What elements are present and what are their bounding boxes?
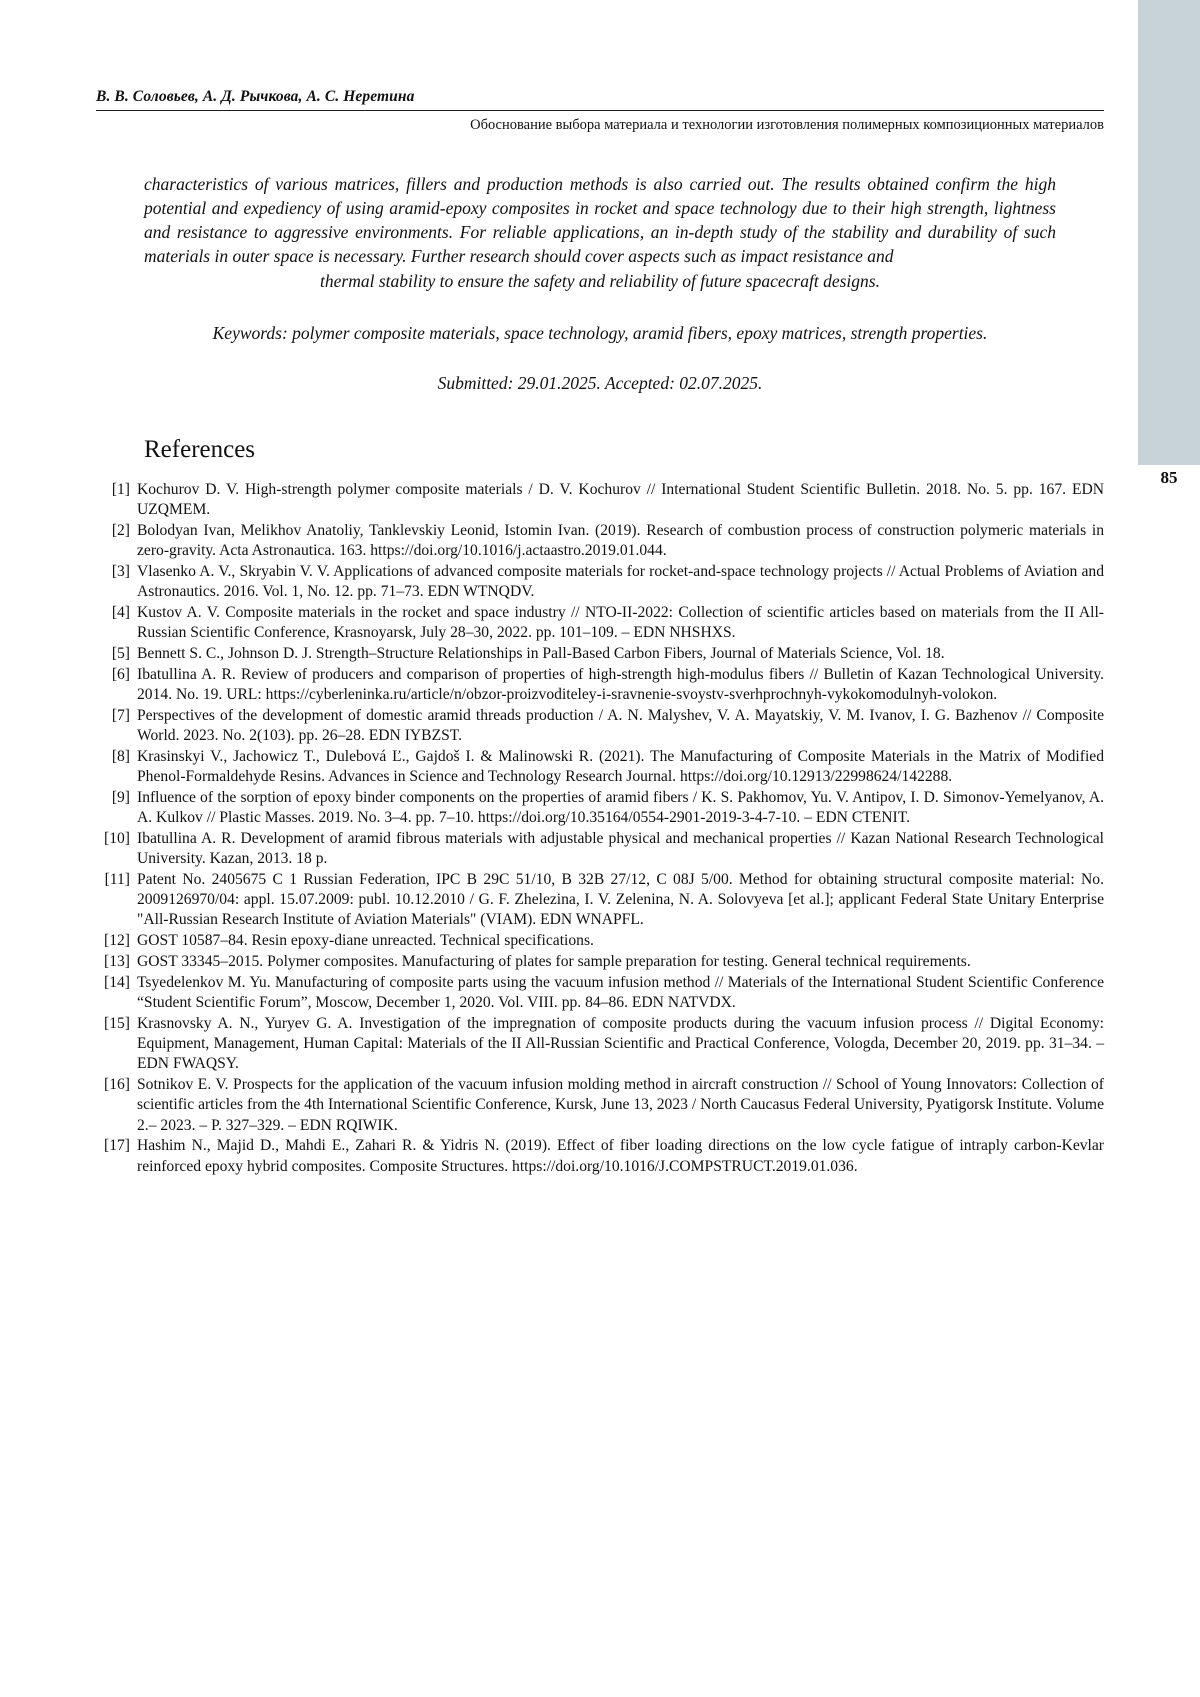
reference-item [96, 788, 1104, 829]
reference-text: Perspectives of the development of domestic aramid threads production / A. N. Malyshev, V. A. Mayatskiy, V. M. Ivanov, I. G. Bazhenov // Composite World. 2023. No. 2(103). pp. 26–28. EDN IYBZST. [137, 706, 1104, 745]
reference-number: [14] [104, 973, 130, 991]
page-number: 85 [1160, 468, 1178, 487]
reference-number: [15] [104, 1014, 130, 1032]
page-edge-band [1138, 0, 1200, 465]
reference-item [96, 1075, 1104, 1136]
reference-item [96, 1136, 1104, 1177]
reference-item [96, 931, 1104, 951]
reference-item [96, 1014, 1104, 1075]
reference-text: Hashim N., Majid D., Mahdi E., Zahari R. & Yidris N. (2019). Effect of fiber loading directions on the low cycle fatigue of intraply carbon-Kevlar reinforced epoxy hybrid composites. Composite Structures. https://doi.org/10.1016/J.COMPSTRUCT.2019.01.036. [137, 1137, 1104, 1175]
reference-text: Influence of the sorption of epoxy binder components on the properties of aramid fibers / K. S. Pakhomov, Yu. V. Antipov, I. D. Simonov-Yemelyanov, A. A. Kulkov // Plastic Masses. 2019. No. 3–4. pp. 7–10. https://doi.org/10.35164/0554-2901-2019-3-4-7-10. – EDN CTENIT. [137, 788, 1104, 827]
reference-item [96, 644, 1104, 664]
reference-number: [4] [111, 603, 130, 621]
reference-number: [5] [111, 644, 130, 662]
references-list [96, 480, 1104, 1177]
reference-number: [3] [111, 562, 130, 580]
reference-item [96, 973, 1104, 1014]
reference-text: Vlasenko A. V., Skryabin V. V. Applications of advanced composite materials for rocket-and-space technology projects // Actual Problems of Aviation and Astronautics. 2016. Vol. 1, No. 12. pp. 71–73. EDN WTNQDV. [137, 562, 1104, 601]
reference-text: Patent No. 2405675 C 1 Russian Federation, IPC B 29C 51/10, B 32B 27/12, C 08J 5/00. Method for obtaining structural composite material: No. 2009126970/04: appl. 15.07.2009: publ. 10.12.2010 / G. F. Zhelezina, I. V. Zelenina, N. A. Solovyeva [et al.]; applicant Federal State Unitary Enterprise "All-Russian Research Institute of Aviation Materials" (VIAM). EDN WNAPFL. [137, 870, 1104, 929]
reference-item [96, 603, 1104, 644]
keywords-paragraph: Keywords: polymer composite materials, space technology, aramid fibers, epoxy matrices, strength properties. [212, 322, 988, 343]
reference-number: [2] [111, 521, 130, 539]
reference-text: Kochurov D. V. High-strength polymer composite materials / D. V. Kochurov // International Student Scientific Bulletin. 2018. No. 5. pp. 167. EDN UZQMEM. [137, 480, 1104, 519]
reference-item [96, 665, 1104, 706]
reference-item [96, 747, 1104, 788]
reference-number: [12] [104, 932, 130, 950]
reference-text: Krasinskyi V., Jachowicz T., Dulebová Ľ., Gajdoš I. & Malinowski R. (2021). The Manufacturing of Composite Materials in the Matrix of Modified Phenol-Formaldehyde Resins. Advances in Science and Technology Research Journal. https://doi.org/10.12913/22998624/142288. [137, 747, 1104, 786]
references-heading: References [144, 435, 256, 463]
abstract-body: characteristics of various matrices, fillers and production methods is also carried out. The results obtained confirm the high potential and expediency of using aramid-epoxy composites in rocket and space technology due to their high strength, lightness and resistance to aggressive environments. For reliable applications, an in-depth study of the stability and durability of such materials in outer space is necessary. Further research should cover aspects such as impact resistance and [144, 174, 1056, 267]
reference-number: [9] [111, 788, 130, 806]
running-head-title: Обоснование выбора материала и технологии изготовления полимерных композиционных материалов [470, 117, 1104, 133]
page-content [96, 88, 1104, 1177]
reference-text: GOST 33345–2015. Polymer composites. Manufacturing of plates for sample preparation for testing. General technical requirements. [137, 952, 971, 970]
reference-text: Bolodyan Ivan, Melikhov Anatoliy, Tanklevskiy Leonid, Istomin Ivan. (2019). Research of combustion process of construction polymeric materials in zero-gravity. Acta Astronautica. 163. https://doi.org/10.1016/j.actaastro.2019.01.044. [137, 521, 1104, 560]
reference-item [96, 480, 1104, 521]
reference-number: [17] [104, 1137, 130, 1155]
reference-text: Kustov A. V. Composite materials in the rocket and space industry // NTO-II-2022: Collection of scientific articles based on materials from the II All-Russian Scientific Conference, Krasnoyarsk, July 28–30, 2022. pp. 101–109. – EDN NHSHXS. [137, 603, 1104, 642]
reference-number: [11] [104, 870, 130, 888]
reference-text: Tsyedelenkov M. Yu. Manufacturing of composite parts using the vacuum infusion method // Materials of the International Student Scientific Conference “Student Scientific Forum”, Moscow, December 1, 2020. Vol. VIII. pp. 84–86. EDN NATVDX. [137, 973, 1104, 1011]
reference-number: [13] [104, 952, 130, 970]
reference-text: Krasnovsky A. N., Yuryev G. A. Investigation of the impregnation of composite products during the vacuum infusion process // Digital Economy: Equipment, Management, Human Capital: Materials of the II All-Russian Scientific and Practical Conference, Vologda, December 20, 2019. pp. 31–34. – EDN FWAQSY. [137, 1014, 1104, 1073]
reference-text: Ibatullina A. R. Development of aramid fibrous materials with adjustable physical and mechanical properties // Kazan National Research Technological University. Kazan, 2013. 18 p. [137, 829, 1104, 868]
reference-number: [1] [111, 480, 130, 498]
submission-dates: Submitted: 29.01.2025. Accepted: 02.07.2025. [437, 372, 763, 393]
reference-number: [16] [104, 1076, 130, 1094]
reference-number: [6] [111, 665, 130, 683]
reference-text: Bennett S. C., Johnson D. J. Strength–Structure Relationships in Pall-Based Carbon Fibers, Journal of Materials Science, Vol. 18. [137, 644, 945, 662]
reference-number: [7] [111, 706, 130, 724]
reference-number: [8] [111, 747, 130, 765]
reference-item [96, 829, 1104, 870]
reference-text: Ibatullina A. R. Review of producers and comparison of properties of high-strength high-modulus fibers // Bulletin of Kazan Technological University. 2014. No. 19. URL: https://cyberleninka.ru/article/n/obzor-proizvoditeley-i-sravnenie-svoystv-sverhprochnyh-vykokomodulnyh-volokon. [137, 665, 1104, 703]
running-head-authors: В. В. Соловьев, А. Д. Рычкова, А. С. Неретина [96, 88, 415, 105]
reference-number: [10] [104, 829, 130, 847]
abstract-last-line: thermal stability to ensure the safety and reliability of future spacecraft designs. [320, 270, 880, 291]
reference-item [96, 870, 1104, 931]
reference-item [96, 706, 1104, 747]
abstract-paragraph [96, 172, 1104, 293]
reference-text: Sotnikov E. V. Prospects for the application of the vacuum infusion molding method in aircraft construction // School of Young Innovators: Collection of scientific articles from the 4th International Scientific Conference, Kursk, June 13, 2023 / North Caucasus Federal University, Pyatigorsk Institute. Volume 2.– 2023. – P. 327–329. – EDN RQIWIK. [137, 1076, 1104, 1134]
reference-item [96, 521, 1104, 562]
reference-text: GOST 10587–84. Resin epoxy-diane unreacted. Technical specifications. [137, 932, 594, 950]
reference-item [96, 952, 1104, 972]
reference-item [96, 562, 1104, 603]
